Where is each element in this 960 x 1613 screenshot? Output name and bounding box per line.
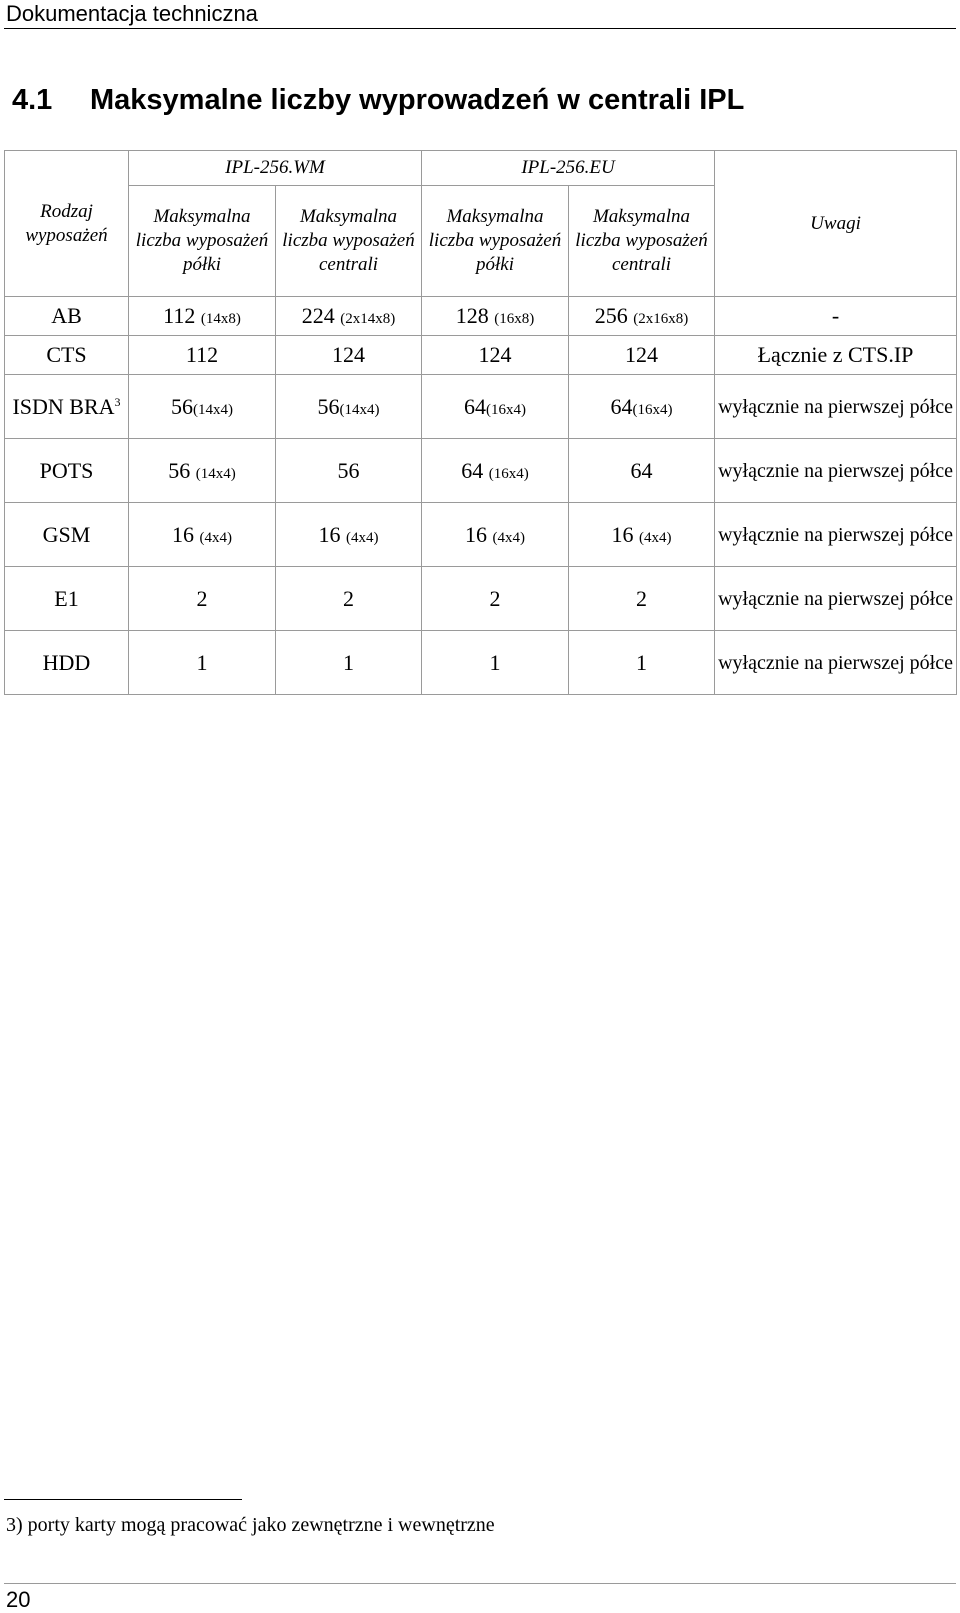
cell-wm-exchange: 124 bbox=[276, 336, 422, 375]
cell-eu-shelf: 64 (16x4) bbox=[422, 439, 569, 503]
cell-eu-shelf: 124 bbox=[422, 336, 569, 375]
cell-eu-exchange: 124 bbox=[569, 336, 715, 375]
table-row-pots bbox=[5, 439, 957, 503]
cell-note: wyłącznie na pierwszej półce bbox=[715, 439, 957, 503]
cell-eu-shelf: 128 (16x8) bbox=[422, 297, 569, 336]
table-row-e1 bbox=[5, 567, 957, 631]
section-heading bbox=[12, 82, 744, 118]
table-row-isdn-bra bbox=[5, 375, 957, 439]
cell-wm-shelf: 56 (14x4) bbox=[129, 439, 276, 503]
cell-note: wyłącznie na pierwszej półce bbox=[715, 503, 957, 567]
row-name: POTS bbox=[5, 439, 129, 503]
cell-wm-exchange: 56(14x4) bbox=[276, 375, 422, 439]
cell-note: wyłącznie na pierwszej półce bbox=[715, 567, 957, 631]
cell-eu-shelf: 16 (4x4) bbox=[422, 503, 569, 567]
header-notes: Uwagi bbox=[715, 151, 957, 297]
footnote-divider bbox=[4, 1499, 242, 1500]
cell-eu-shelf: 64(16x4) bbox=[422, 375, 569, 439]
cell-wm-shelf: 2 bbox=[129, 567, 276, 631]
cell-wm-shelf: 112 bbox=[129, 336, 276, 375]
table-row-ab bbox=[5, 297, 957, 336]
footnote: 3) porty karty mogą pracować jako zewnętrzne i wewnętrzne bbox=[6, 1514, 495, 1536]
footnote-ref: 3 bbox=[114, 394, 121, 409]
cell-wm-exchange: 2 bbox=[276, 567, 422, 631]
cell-eu-exchange: 16 (4x4) bbox=[569, 503, 715, 567]
row-name: HDD bbox=[5, 631, 129, 695]
header-eu-shelf: Maksymalna liczba wyposażeń półki bbox=[422, 186, 569, 297]
table-row-gsm bbox=[5, 503, 957, 567]
cell-eu-exchange: 64(16x4) bbox=[569, 375, 715, 439]
cell-note: wyłącznie na pierwszej półce bbox=[715, 375, 957, 439]
header-eu-exchange: Maksymalna liczba wyposażeń centrali bbox=[569, 186, 715, 297]
page-number: 20 bbox=[6, 1587, 31, 1612]
cell-eu-exchange: 2 bbox=[569, 567, 715, 631]
row-name: CTS bbox=[5, 336, 129, 375]
cell-wm-exchange: 16 (4x4) bbox=[276, 503, 422, 567]
table-row-hdd bbox=[5, 631, 957, 695]
cell-wm-shelf: 16 (4x4) bbox=[129, 503, 276, 567]
cell-note: Łącznie z CTS.IP bbox=[715, 336, 957, 375]
cell-eu-exchange: 1 bbox=[569, 631, 715, 695]
cell-wm-exchange: 56 bbox=[276, 439, 422, 503]
header-group-ipl-256-wm: IPL-256.WM bbox=[129, 151, 422, 186]
cell-wm-exchange: 224 (2x14x8) bbox=[276, 297, 422, 336]
header-group-ipl-256-eu: IPL-256.EU bbox=[422, 151, 715, 186]
capacity-table bbox=[4, 150, 957, 695]
cell-eu-exchange: 64 bbox=[569, 439, 715, 503]
cell-wm-shelf: 112 (14x8) bbox=[129, 297, 276, 336]
cell-wm-shelf: 56(14x4) bbox=[129, 375, 276, 439]
document-header-title: Dokumentacja techniczna bbox=[6, 1, 258, 26]
row-name: ISDN BRA$^3$ bbox=[5, 375, 129, 439]
cell-note: - bbox=[715, 297, 957, 336]
cell-eu-shelf: 2 bbox=[422, 567, 569, 631]
header-wm-exchange: Maksymalna liczba wyposażeń centrali bbox=[276, 186, 422, 297]
row-name: E1 bbox=[5, 567, 129, 631]
table-row-cts bbox=[5, 336, 957, 375]
header-equipment-type: Rodzaj wyposażeń bbox=[5, 151, 129, 297]
row-name: GSM bbox=[5, 503, 129, 567]
row-name: AB bbox=[5, 297, 129, 336]
footer-divider bbox=[4, 1583, 956, 1584]
cell-eu-exchange: 256 (2x16x8) bbox=[569, 297, 715, 336]
cell-note: wyłącznie na pierwszej półce bbox=[715, 631, 957, 695]
section-number: 4.1 bbox=[12, 84, 53, 116]
cell-wm-shelf: 1 bbox=[129, 631, 276, 695]
section-title: Maksymalne liczby wyprowadzeń w centrali IPL bbox=[90, 84, 745, 116]
header-wm-shelf: Maksymalna liczba wyposażeń półki bbox=[129, 186, 276, 297]
cell-wm-exchange: 1 bbox=[276, 631, 422, 695]
cell-eu-shelf: 1 bbox=[422, 631, 569, 695]
header-divider bbox=[4, 28, 956, 29]
